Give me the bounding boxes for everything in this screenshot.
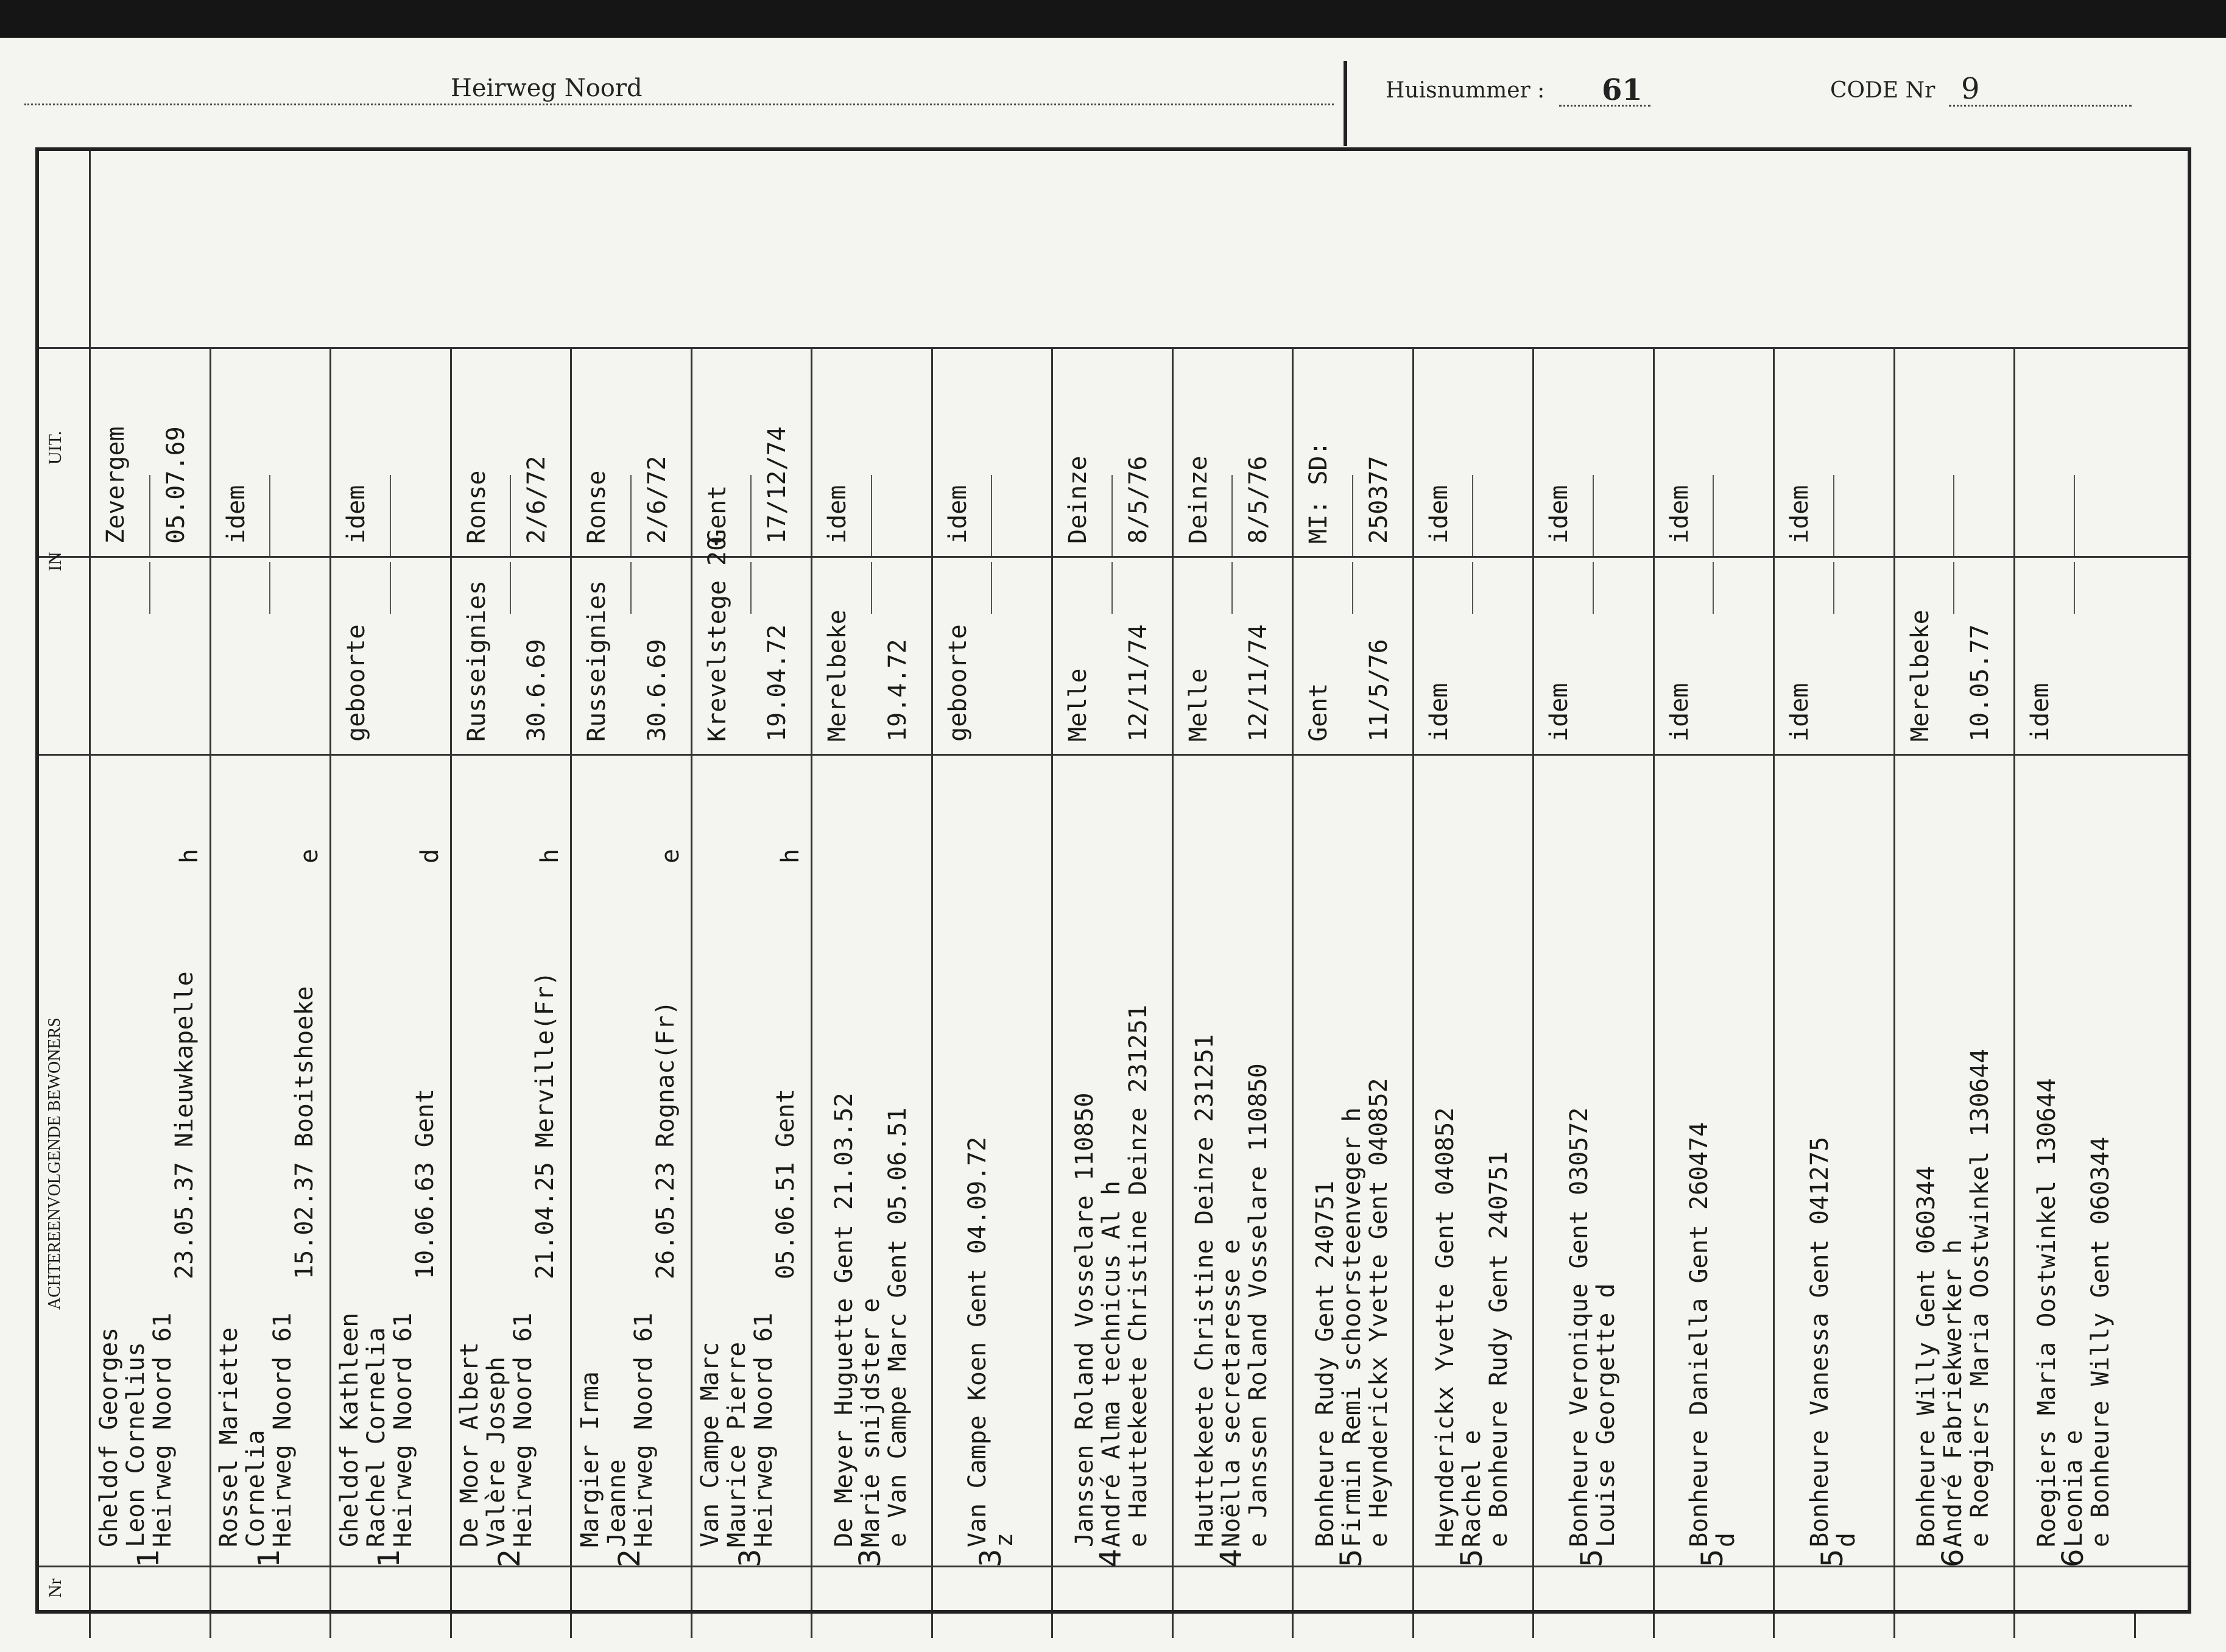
entry-nr-1: 1 xyxy=(252,1548,286,1567)
residents-header: ACHTEREENVOLGENDE BEWONERS xyxy=(45,1018,64,1310)
entry-3-out-place: Ronse xyxy=(462,470,491,544)
entry-0-birth: 23.05.37 Nieuwkapelle xyxy=(170,971,199,1279)
entry-0-line-0: Gheldof Georges xyxy=(94,1327,123,1547)
nr-header: Nr xyxy=(45,1578,65,1598)
entry-9-in-place: Melle xyxy=(1184,668,1213,742)
entry-15-line-1: André Fabriekwerker h xyxy=(1939,1239,1968,1547)
in-subdivider-15 xyxy=(1953,562,1954,614)
uit-subdivider-8 xyxy=(1111,475,1113,556)
entry-divider-7 xyxy=(931,347,933,1610)
entry-divider-1 xyxy=(210,347,211,1610)
entry-2-birth: 10.06.63 Gent xyxy=(410,1088,439,1279)
entry-1-line-0: Rossel Mariette xyxy=(215,1327,244,1547)
entry-2-line-2: Heirweg Noord 61 xyxy=(389,1312,417,1547)
entry-divider-11 xyxy=(1412,347,1414,1610)
uit-subdivider-1 xyxy=(269,475,270,556)
in-subdivider-9 xyxy=(1231,562,1233,614)
entry-8-line-2: e Hauttekeete Christine Deinze 231251 xyxy=(1124,1004,1152,1547)
entry-13-line-0: Bonheure Daniella Gent 260474 xyxy=(1685,1122,1714,1547)
house-number-dotted-line xyxy=(1559,105,1650,107)
entry-divider-3 xyxy=(450,347,452,1610)
bottom-tick-12 xyxy=(1532,1614,1534,1638)
bottom-tick-1 xyxy=(210,1614,211,1638)
in-subdivider-10 xyxy=(1352,562,1353,614)
entry-3-birth: 21.04.25 Merville(Fr) xyxy=(531,971,560,1279)
entry-4-out-place: Ronse xyxy=(583,470,611,544)
entry-1-sex: e xyxy=(295,848,324,863)
entry-6-in-place: Merelbeke xyxy=(823,610,851,742)
entry-10-line-1: Firmin Remi schoorsteenveger h xyxy=(1337,1107,1366,1547)
entry-11-line-2: e Bonheure Rudy Gent 240751 xyxy=(1485,1151,1513,1547)
entry-9-in-date: 12/11/74 xyxy=(1244,624,1273,742)
entry-12-line-1: Louise Georgette d xyxy=(1591,1283,1620,1547)
grid-hline-1 xyxy=(39,556,2188,558)
bottom-tick-17 xyxy=(2134,1614,2136,1638)
entry-14-out-place: idem xyxy=(1786,485,1814,544)
entry-4-in-date: 30.6.69 xyxy=(643,639,671,742)
entry-nr-10: 5 xyxy=(1334,1548,1368,1567)
in-subdivider-14 xyxy=(1833,562,1834,614)
uit-subdivider-11 xyxy=(1472,475,1473,556)
entry-divider-12 xyxy=(1532,347,1534,1610)
in-subdivider-13 xyxy=(1713,562,1714,614)
entry-10-out-date: 250377 xyxy=(1364,455,1393,544)
uit-subdivider-0 xyxy=(149,475,150,556)
entry-6-line-1: Marie snijdster e xyxy=(856,1298,885,1547)
entry-divider-10 xyxy=(1292,347,1294,1610)
uit-subdivider-4 xyxy=(630,475,632,556)
bottom-tick-6 xyxy=(811,1614,812,1638)
entry-14-line-0: Bonheure Vanessa Gent 041275 xyxy=(1805,1136,1834,1547)
in-header: IN xyxy=(45,552,65,571)
entry-15-line-2: e Roegiers Maria Oostwinkel 130644 xyxy=(1966,1049,1995,1547)
in-subdivider-5 xyxy=(750,562,752,614)
entry-11-in-place: idem xyxy=(1425,683,1453,742)
bottom-tick-5 xyxy=(691,1614,692,1638)
uit-subdivider-16 xyxy=(2074,475,2075,556)
entry-8-out-date: 8/5/76 xyxy=(1124,455,1152,544)
entry-divider-4 xyxy=(570,347,572,1610)
entry-divider-2 xyxy=(329,347,331,1610)
entry-6-line-0: De Meyer Huguette Gent 21.03.52 xyxy=(829,1092,858,1547)
entry-7-out-place: idem xyxy=(943,485,972,544)
code-label: CODE Nr xyxy=(1830,78,1935,103)
entry-nr-3: 2 xyxy=(492,1548,527,1567)
entry-9-line-0: Hauttekeete Christine Deinze 231251 xyxy=(1191,1034,1219,1547)
entry-11-line-0: Heynderickx Yvette Gent 040852 xyxy=(1431,1107,1460,1547)
entry-nr-14: 5 xyxy=(1816,1548,1850,1567)
entry-2-sex: d xyxy=(415,848,444,863)
entry-nr-15: 6 xyxy=(1935,1548,1970,1567)
entry-5-birth: 05.06.51 Gent xyxy=(772,1088,800,1279)
entry-divider-13 xyxy=(1653,347,1655,1610)
entry-8-line-1: André Alma technicus Al h xyxy=(1097,1180,1125,1547)
street-dotted-line xyxy=(24,104,1334,105)
entry-3-line-0: De Moor Albert xyxy=(456,1341,484,1547)
entry-nr-4: 2 xyxy=(613,1548,647,1567)
uit-subdivider-13 xyxy=(1713,475,1714,556)
entry-nr-9: 4 xyxy=(1214,1548,1249,1567)
in-subdivider-16 xyxy=(2074,562,2075,614)
entry-nr-13: 5 xyxy=(1695,1548,1730,1567)
entry-5-line-2: Heirweg Noord 61 xyxy=(750,1312,778,1547)
entry-1-birth: 15.02.37 Booitshoeke xyxy=(291,986,319,1279)
entry-10-in-date: 11/5/76 xyxy=(1364,639,1393,742)
entry-nr-8: 4 xyxy=(1094,1548,1128,1567)
in-subdivider-1 xyxy=(269,562,270,614)
entry-9-line-1: Noëlla secretaresse e xyxy=(1217,1239,1246,1547)
entry-nr-2: 1 xyxy=(372,1548,406,1567)
entry-6-line-2: e Van Campe Marc Gent 05.06.51 xyxy=(883,1107,912,1547)
entry-5-line-0: Van Campe Marc xyxy=(696,1341,725,1547)
uit-subdivider-9 xyxy=(1231,475,1233,556)
entry-nr-6: 3 xyxy=(853,1548,887,1567)
entry-divider-14 xyxy=(1773,347,1775,1610)
entry-11-out-place: idem xyxy=(1425,485,1453,544)
entry-8-in-date: 12/11/74 xyxy=(1124,624,1152,742)
grid-hline-2 xyxy=(39,754,2188,756)
header-separator xyxy=(1344,61,1347,146)
in-subdivider-2 xyxy=(390,562,391,614)
entry-9-line-2: e Janssen Roland Vosselare 110850 xyxy=(1244,1063,1273,1547)
entry-nr-7: 3 xyxy=(973,1548,1008,1567)
bottom-tick-15 xyxy=(1893,1614,1895,1638)
uit-subdivider-6 xyxy=(871,475,872,556)
entry-12-line-0: Bonheure Veronique Gent 030572 xyxy=(1565,1107,1593,1547)
entry-6-out-place: idem xyxy=(823,485,851,544)
in-subdivider-7 xyxy=(991,562,992,614)
entry-1-line-1: Cornelia xyxy=(242,1430,270,1547)
bottom-tick-14 xyxy=(1773,1614,1775,1638)
scan-dark-band xyxy=(0,0,2226,38)
entry-nr-16: 6 xyxy=(2056,1548,2090,1567)
bottom-tick-8 xyxy=(1051,1614,1053,1638)
entry-6-in-date: 19.4.72 xyxy=(883,639,912,742)
entry-1-out-place: idem xyxy=(222,485,250,544)
in-subdivider-3 xyxy=(510,562,511,614)
entry-4-in-place: Russeignies xyxy=(583,580,611,742)
bottom-tick-3 xyxy=(450,1614,452,1638)
entry-16-line-0: Roegiers Maria Oostwinkel 130644 xyxy=(2032,1078,2061,1547)
entry-7-line-1: z xyxy=(990,1532,1019,1547)
entry-4-line-2: Heirweg Noord 61 xyxy=(629,1312,658,1547)
bottom-tick-4 xyxy=(570,1614,572,1638)
entry-5-out-place: Gent xyxy=(703,485,731,544)
entry-nr-12: 5 xyxy=(1575,1548,1609,1567)
entry-nr-5: 3 xyxy=(733,1548,767,1567)
entry-5-line-1: Maurice Pierre xyxy=(723,1341,752,1547)
entry-16-line-1: Leonia e xyxy=(2059,1430,2088,1547)
entry-divider-8 xyxy=(1051,347,1053,1610)
entry-5-sex: h xyxy=(777,848,805,863)
uit-subdivider-7 xyxy=(991,475,992,556)
entry-divider-6 xyxy=(811,347,812,1610)
grid-hline-0 xyxy=(39,347,2188,349)
entry-4-line-1: Jeanne xyxy=(602,1459,631,1547)
entry-8-out-place: Deinze xyxy=(1064,455,1092,544)
uit-header: UIT. xyxy=(45,431,65,465)
uit-subdivider-2 xyxy=(390,475,391,556)
entry-16-line-2: e Bonheure Willy Gent 060344 xyxy=(2086,1136,2115,1547)
entry-divider-5 xyxy=(691,347,692,1610)
entry-9-out-place: Deinze xyxy=(1184,455,1213,544)
entry-15-line-0: Bonheure Willy Gent 060344 xyxy=(1912,1165,1941,1547)
entry-nr-0: 1 xyxy=(132,1548,166,1567)
in-subdivider-4 xyxy=(630,562,632,614)
bottom-tick-9 xyxy=(1172,1614,1174,1638)
entry-11-line-1: Rachel e xyxy=(1458,1430,1487,1547)
entry-5-in-place: Krevelstege 20 xyxy=(703,536,731,742)
entry-12-out-place: idem xyxy=(1545,485,1573,544)
entry-0-line-1: Leon Cornelius xyxy=(121,1341,150,1547)
code-value: 9 xyxy=(1961,72,1980,106)
entry-4-out-date: 2/6/72 xyxy=(643,455,671,544)
bottom-tick-7 xyxy=(931,1614,933,1638)
entry-2-line-1: Rachel Cornelia xyxy=(362,1327,390,1547)
entry-8-in-place: Melle xyxy=(1064,668,1092,742)
bottom-tick-16 xyxy=(2013,1614,2015,1638)
entry-3-out-date: 2/6/72 xyxy=(523,455,551,544)
entry-2-line-0: Gheldof Kathleen xyxy=(335,1312,364,1547)
entry-8-line-0: Janssen Roland Vosselare 110850 xyxy=(1070,1092,1099,1547)
entry-3-in-place: Russeignies xyxy=(462,580,491,742)
entry-10-line-2: e Heynderickx Yvette Gent 040852 xyxy=(1364,1078,1393,1547)
entry-0-line-2: Heirweg Noord 61 xyxy=(148,1312,177,1547)
bottom-tick-2 xyxy=(329,1614,331,1638)
entry-14-in-place: idem xyxy=(1786,683,1814,742)
entry-10-out-place: MI: SD: xyxy=(1305,441,1333,544)
in-subdivider-6 xyxy=(871,562,872,614)
house-number-value: 61 xyxy=(1602,73,1643,107)
bottom-tick-11 xyxy=(1412,1614,1414,1638)
uit-subdivider-14 xyxy=(1833,475,1834,556)
entry-0-out-date: 05.07.69 xyxy=(161,426,190,544)
entry-15-in-date: 10.05.77 xyxy=(1966,624,1995,742)
street-name: Heirweg Noord xyxy=(451,74,643,102)
entry-10-line-0: Bonheure Rudy Gent 240751 xyxy=(1311,1180,1339,1547)
bottom-tick-10 xyxy=(1292,1614,1294,1638)
entry-1-line-2: Heirweg Noord 61 xyxy=(269,1312,297,1547)
entry-15-in-place: Merelbeke xyxy=(1906,610,1934,742)
in-subdivider-12 xyxy=(1593,562,1594,614)
entry-3-line-2: Heirweg Noord 61 xyxy=(509,1312,538,1547)
uit-subdivider-12 xyxy=(1593,475,1594,556)
entry-12-in-place: idem xyxy=(1545,683,1573,742)
entry-7-in-place: geboorte xyxy=(943,624,972,742)
entry-0-out-place: Zevergem xyxy=(102,426,130,544)
uit-subdivider-5 xyxy=(750,475,752,556)
entry-4-line-0: Margier Irma xyxy=(576,1371,604,1547)
entry-3-sex: h xyxy=(536,848,565,863)
entry-divider-9 xyxy=(1172,347,1174,1610)
entry-3-line-1: Valère Joseph xyxy=(482,1356,511,1547)
in-subdivider-11 xyxy=(1472,562,1473,614)
in-subdivider-0 xyxy=(149,562,150,614)
uit-subdivider-10 xyxy=(1352,475,1353,556)
in-subdivider-8 xyxy=(1111,562,1113,614)
entry-0-sex: h xyxy=(175,848,203,863)
entry-3-in-date: 30.6.69 xyxy=(523,639,551,742)
entry-10-in-place: Gent xyxy=(1305,683,1333,742)
entry-5-in-date: 19.04.72 xyxy=(763,624,792,742)
bottom-tick-13 xyxy=(1653,1614,1655,1638)
entry-5-out-date: 17/12/74 xyxy=(763,426,792,544)
entry-divider-16 xyxy=(2013,347,2015,1610)
uit-subdivider-3 xyxy=(510,475,511,556)
entry-16-in-place: idem xyxy=(2026,683,2054,742)
entry-13-out-place: idem xyxy=(1665,485,1694,544)
residents-register-form xyxy=(35,147,2191,1614)
entry-nr-11: 5 xyxy=(1454,1548,1489,1567)
entry-4-birth: 26.05.23 Rognac(Fr) xyxy=(651,1000,680,1279)
entry-7-line-0: Van Campe Koen Gent 04.09.72 xyxy=(963,1136,992,1547)
entry-13-in-place: idem xyxy=(1665,683,1694,742)
entry-9-out-date: 8/5/76 xyxy=(1244,455,1273,544)
entry-13-line-1: d xyxy=(1712,1532,1741,1547)
entry-2-out-place: idem xyxy=(342,485,370,544)
bottom-tick-0 xyxy=(89,1614,91,1638)
uit-subdivider-15 xyxy=(1953,475,1954,556)
entry-14-line-1: d xyxy=(1832,1532,1861,1547)
house-number-label: Huisnummer : xyxy=(1386,78,1545,103)
code-dotted-line xyxy=(1949,105,2132,107)
nr-column-divider xyxy=(89,151,91,1610)
entry-2-in-place: geboorte xyxy=(342,624,370,742)
entry-4-sex: e xyxy=(656,848,685,863)
entry-divider-15 xyxy=(1893,347,1895,1610)
